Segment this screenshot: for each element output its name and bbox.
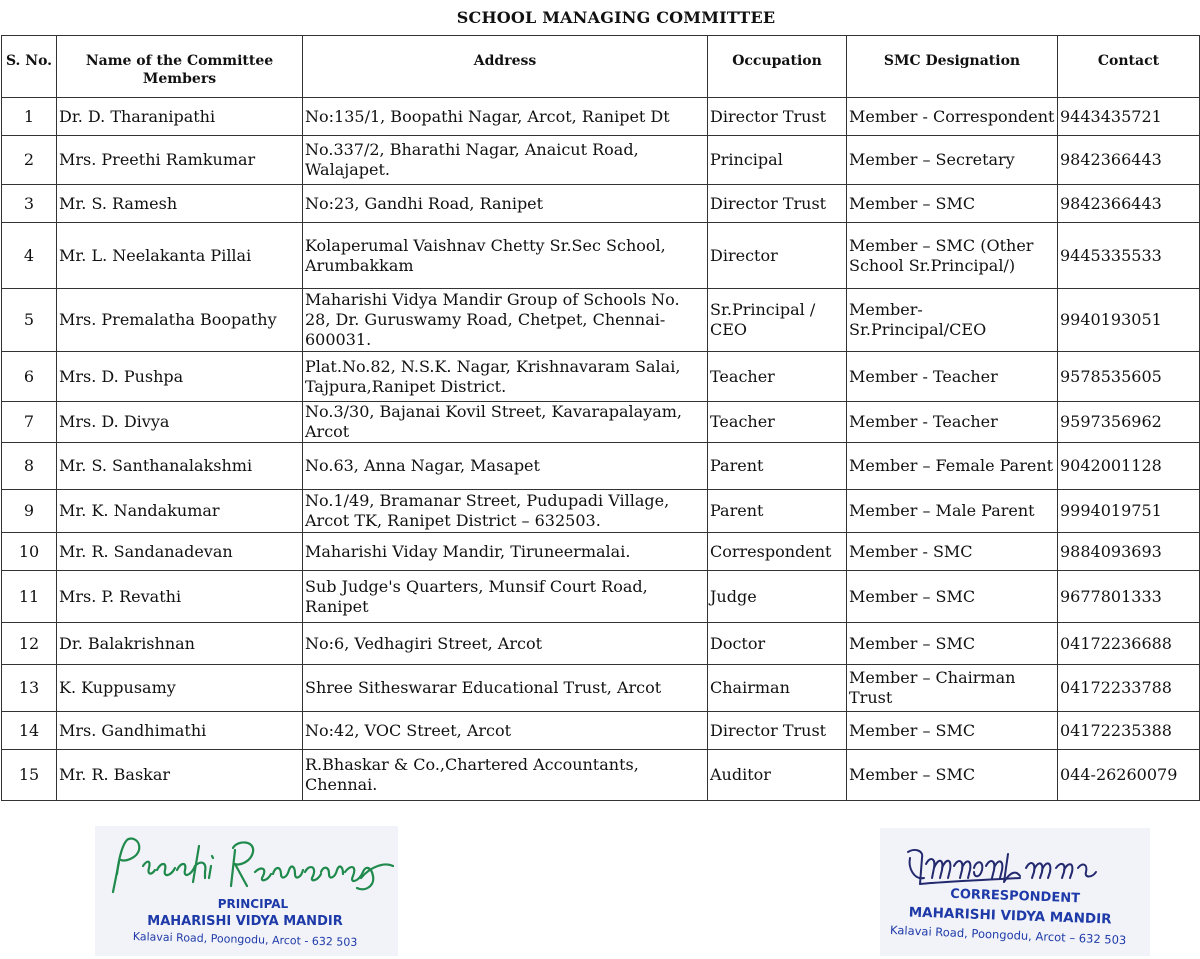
cell-occupation: Parent xyxy=(708,443,847,490)
table-row xyxy=(2,665,1200,712)
cell-name: Mrs. Gandhimathi xyxy=(57,712,303,750)
cell-name: Mrs. D. Pushpa xyxy=(57,352,303,402)
correspondent-signature-image xyxy=(880,828,1150,956)
cell-address: Sub Judge's Quarters, Munsif Court Road, Ranipet xyxy=(303,571,708,623)
cell-occupation: Teacher xyxy=(708,402,847,443)
cell-sno: 8 xyxy=(2,443,57,490)
cell-sno: 10 xyxy=(2,533,57,571)
cell-contact: 9042001128 xyxy=(1058,443,1200,490)
principal-stamp-school: MAHARISHI VIDYA MANDIR xyxy=(147,914,343,929)
principal-stamp-address: Kalavai Road, Poongodu, Arcot - 632 503 xyxy=(132,930,358,949)
cell-address: Maharishi Viday Mandir, Tiruneermalai. xyxy=(303,533,708,571)
cell-address: No.3/30, Bajanai Kovil Street, Kavarapalayam, Arcot xyxy=(303,402,708,443)
table-row xyxy=(2,533,1200,571)
cell-designation: Member - Teacher xyxy=(847,352,1058,402)
cell-designation: Member – Chairman Trust xyxy=(847,665,1058,712)
cell-sno: 3 xyxy=(2,185,57,223)
page-title: SCHOOL MANAGING COMMITTEE xyxy=(456,8,776,27)
cell-occupation: Teacher xyxy=(708,352,847,402)
cell-contact: 9445335533 xyxy=(1058,223,1200,289)
cell-name: Mrs. Premalatha Boopathy xyxy=(57,289,303,352)
cell-designation: Member – SMC (Other School Sr.Principal/) xyxy=(847,223,1058,289)
cell-occupation: Correspondent xyxy=(708,533,847,571)
cell-address: Kolaperumal Vaishnav Chetty Sr.Sec School, Arumbakkam xyxy=(303,223,708,289)
cell-name: K. Kuppusamy xyxy=(57,665,303,712)
cell-contact: 9677801333 xyxy=(1058,571,1200,623)
cell-contact: 04172236688 xyxy=(1058,623,1200,665)
cell-occupation: Director Trust xyxy=(708,712,847,750)
principal-stamp-role: PRINCIPAL xyxy=(217,897,289,911)
cell-designation: Member – Female Parent xyxy=(847,443,1058,490)
correspondent-stamp xyxy=(880,828,1150,956)
cell-occupation: Director Trust xyxy=(708,185,847,223)
cell-sno: 14 xyxy=(2,712,57,750)
cell-address: No.63, Anna Nagar, Masapet xyxy=(303,443,708,490)
header-address: Address xyxy=(303,36,708,98)
cell-occupation: Parent xyxy=(708,490,847,533)
correspondent-stamp-school: MAHARISHI VIDYA MANDIR xyxy=(908,904,1112,928)
cell-contact: 9940193051 xyxy=(1058,289,1200,352)
cell-designation: Member - Teacher xyxy=(847,402,1058,443)
cell-address: No:135/1, Boopathi Nagar, Arcot, Ranipet Dt xyxy=(303,98,708,136)
table-row xyxy=(2,185,1200,223)
cell-sno: 9 xyxy=(2,490,57,533)
cell-contact: 9884093693 xyxy=(1058,533,1200,571)
cell-designation: Member – SMC xyxy=(847,571,1058,623)
cell-designation: Member – SMC xyxy=(847,712,1058,750)
table-row xyxy=(2,443,1200,490)
cell-sno: 2 xyxy=(2,136,57,185)
table-row xyxy=(2,490,1200,533)
cell-occupation: Judge xyxy=(708,571,847,623)
cell-name: Mrs. P. Revathi xyxy=(57,571,303,623)
cell-designation: Member - Correspondent xyxy=(847,98,1058,136)
cell-contact: 04172235388 xyxy=(1058,712,1200,750)
table-row xyxy=(2,223,1200,289)
cell-designation: Member – SMC xyxy=(847,623,1058,665)
cell-name: Mr. L. Neelakanta Pillai xyxy=(57,223,303,289)
cell-name: Dr. D. Tharanipathi xyxy=(57,98,303,136)
cell-designation: Member- Sr.Principal/CEO xyxy=(847,289,1058,352)
cell-occupation: Director Trust xyxy=(708,98,847,136)
cell-address: No.337/2, Bharathi Nagar, Anaicut Road, Walajapet. xyxy=(303,136,708,185)
header-occupation: Occupation xyxy=(708,36,847,98)
cell-name: Mr. S. Ramesh xyxy=(57,185,303,223)
cell-contact: 044-26260079 xyxy=(1058,750,1200,801)
table-row xyxy=(2,750,1200,801)
header-contact: Contact xyxy=(1058,36,1200,98)
cell-sno: 15 xyxy=(2,750,57,801)
table-row xyxy=(2,571,1200,623)
table-row xyxy=(2,136,1200,185)
cell-contact: 04172233788 xyxy=(1058,665,1200,712)
cell-contact: 9842366443 xyxy=(1058,185,1200,223)
header-sno: S. No. xyxy=(2,36,57,98)
correspondent-stamp-address: Kalavai Road, Poongodu, Arcot – 632 503 xyxy=(889,922,1127,948)
cell-occupation: Sr.Principal / CEO xyxy=(708,289,847,352)
cell-occupation: Doctor xyxy=(708,623,847,665)
cell-contact: 9443435721 xyxy=(1058,98,1200,136)
table-header-row xyxy=(2,36,1200,98)
cell-name: Dr. Balakrishnan xyxy=(57,623,303,665)
cell-address: No.1/49, Bramanar Street, Pudupadi Village, Arcot TK, Ranipet District – 632503. xyxy=(303,490,708,533)
table-row xyxy=(2,712,1200,750)
table-row xyxy=(2,98,1200,136)
cell-sno: 6 xyxy=(2,352,57,402)
table-row xyxy=(2,289,1200,352)
cell-contact: 9578535605 xyxy=(1058,352,1200,402)
cell-address: No:23, Gandhi Road, Ranipet xyxy=(303,185,708,223)
principal-stamp xyxy=(95,826,398,956)
header-designation: SMC Designation xyxy=(847,36,1058,98)
cell-designation: Member – Secretary xyxy=(847,136,1058,185)
header-name: Name of the Committee Members xyxy=(57,36,303,98)
cell-occupation: Director xyxy=(708,223,847,289)
cell-address: Maharishi Vidya Mandir Group of Schools No. 28, Dr. Guruswamy Road, Chetpet, Chennai-600031. xyxy=(303,289,708,352)
cell-designation: Member – SMC xyxy=(847,750,1058,801)
cell-contact: 9597356962 xyxy=(1058,402,1200,443)
cell-address: R.Bhaskar & Co.,Chartered Accountants, Chennai. xyxy=(303,750,708,801)
cell-sno: 1 xyxy=(2,98,57,136)
cell-sno: 7 xyxy=(2,402,57,443)
cell-name: Mr. R. Baskar xyxy=(57,750,303,801)
cell-occupation: Chairman xyxy=(708,665,847,712)
committee-table xyxy=(1,35,1200,801)
cell-sno: 4 xyxy=(2,223,57,289)
cell-contact: 9842366443 xyxy=(1058,136,1200,185)
cell-designation: Member – Male Parent xyxy=(847,490,1058,533)
cell-sno: 12 xyxy=(2,623,57,665)
cell-name: Mr. S. Santhanalakshmi xyxy=(57,443,303,490)
cell-name: Mr. R. Sandanadevan xyxy=(57,533,303,571)
table-row xyxy=(2,623,1200,665)
cell-sno: 11 xyxy=(2,571,57,623)
cell-name: Mr. K. Nandakumar xyxy=(57,490,303,533)
cell-address: No:6, Vedhagiri Street, Arcot xyxy=(303,623,708,665)
correspondent-stamp-role: CORRESPONDENT xyxy=(950,886,1081,907)
cell-sno: 5 xyxy=(2,289,57,352)
table-row xyxy=(2,402,1200,443)
cell-designation: Member – SMC xyxy=(847,185,1058,223)
cell-address: Shree Sitheswarar Educational Trust, Arcot xyxy=(303,665,708,712)
cell-address: No:42, VOC Street, Arcot xyxy=(303,712,708,750)
cell-sno: 13 xyxy=(2,665,57,712)
cell-designation: Member - SMC xyxy=(847,533,1058,571)
cell-occupation: Principal xyxy=(708,136,847,185)
cell-name: Mrs. D. Divya xyxy=(57,402,303,443)
cell-address: Plat.No.82, N.S.K. Nagar, Krishnavaram Salai, Tajpura,Ranipet District. xyxy=(303,352,708,402)
cell-occupation: Auditor xyxy=(708,750,847,801)
cell-contact: 9994019751 xyxy=(1058,490,1200,533)
cell-name: Mrs. Preethi Ramkumar xyxy=(57,136,303,185)
table-row xyxy=(2,352,1200,402)
principal-signature-image xyxy=(95,826,398,956)
